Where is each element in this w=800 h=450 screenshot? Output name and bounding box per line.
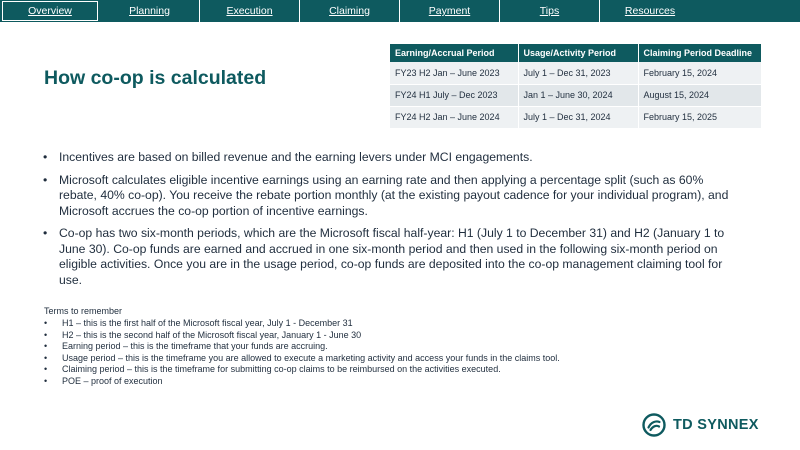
nav-tab-claiming[interactable]: Claiming <box>300 0 400 22</box>
table-header-cell: Usage/Activity Period <box>518 44 638 62</box>
table-header-cell: Claiming Period Deadline <box>638 44 762 62</box>
term-item: • H1 – this is the first half of the Microsoft fiscal year, July 1 - December 31 <box>44 318 664 330</box>
bullet-item: • Co-op has two six-month periods, which are the Microsoft fiscal half-year: H1 (July 1 to December 31) and H2 (January 1 to June 30). Co-op funds are earned and accrued in one six-month period and then used in the following six-month period on eligible activities. Once you are in the usage period, co-op funds are deposited into the co-op management claiming tool for use. <box>43 226 733 288</box>
table-cell: August 15, 2024 <box>638 84 762 106</box>
main-bullet-list <box>43 150 733 295</box>
terms-heading: Terms to remember <box>44 306 123 316</box>
table-header-row <box>390 44 762 62</box>
table-cell: July 1 – Dec 31, 2024 <box>518 106 638 128</box>
term-item: • Claiming period – this is the timeframe for submitting co-op claims to be reimbursed on the activities executed. <box>44 364 664 376</box>
bullet-item: • Incentives are based on billed revenue and the earning levers under MCI engagements. <box>43 150 733 166</box>
nav-tab-payment[interactable]: Payment <box>400 0 500 22</box>
td-synnex-logo <box>642 413 759 437</box>
table-cell: July 1 – Dec 31, 2023 <box>518 62 638 84</box>
term-item: • POE – proof of execution <box>44 376 664 388</box>
table-cell: Jan 1 – June 30, 2024 <box>518 84 638 106</box>
term-item: • Earning period – this is the timeframe that your funds are accruing. <box>44 341 664 353</box>
td-synnex-logo-icon <box>642 413 666 437</box>
table-row <box>390 106 762 128</box>
table-row <box>390 62 762 84</box>
nav-tab-tips[interactable]: Tips <box>500 0 600 22</box>
table-cell: FY24 H1 July – Dec 2023 <box>390 84 518 106</box>
top-navigation <box>0 0 800 22</box>
term-item: • Usage period – this is the timeframe you are allowed to execute a marketing activity and access your funds in the claims tool. <box>44 353 664 365</box>
nav-tab-execution[interactable]: Execution <box>200 0 300 22</box>
table-cell: February 15, 2025 <box>638 106 762 128</box>
bullet-item: • Microsoft calculates eligible incentive earnings using an earning rate and then applying a percentage split (such as 60% rebate, 40% co-op). You receive the rebate portion monthly (at the existing payout cadence for your individual program), and Microsoft accrues the co-op portion of incentive earnings. <box>43 173 733 220</box>
terms-list <box>44 318 664 388</box>
page-title: How co-op is calculated <box>44 67 267 89</box>
table-cell: February 15, 2024 <box>638 62 762 84</box>
table-row <box>390 84 762 106</box>
logo-text: TD SYNNEX <box>673 417 759 433</box>
table-cell: FY23 H2 Jan – June 2023 <box>390 62 518 84</box>
table-cell: FY24 H2 Jan – June 2024 <box>390 106 518 128</box>
periods-table <box>390 44 762 129</box>
term-item: • H2 – this is the second half of the Microsoft fiscal year, January 1 - June 30 <box>44 330 664 342</box>
table-header-cell: Earning/Accrual Period <box>390 44 518 62</box>
nav-tab-overview[interactable]: Overview <box>2 1 98 21</box>
nav-tab-planning[interactable]: Planning <box>100 0 200 22</box>
nav-tab-resources[interactable]: Resources <box>624 5 676 17</box>
